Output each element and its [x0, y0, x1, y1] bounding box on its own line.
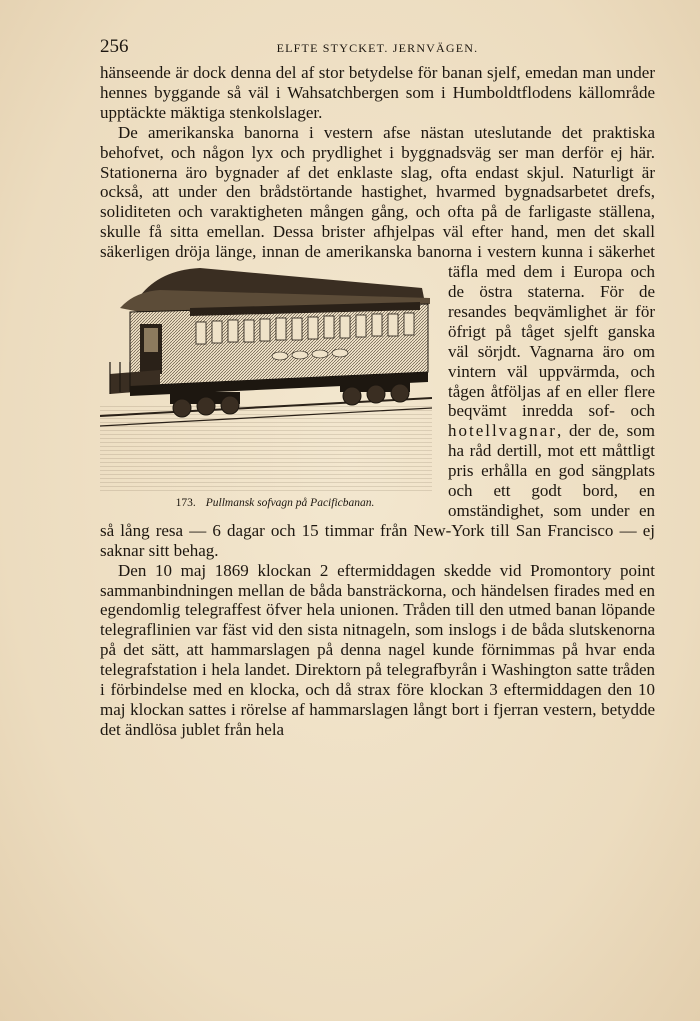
- paragraph-2: [100, 123, 655, 561]
- figure-number: 173.: [175, 497, 196, 510]
- paragraph-2-spaced-word: hotellvagnar: [448, 421, 557, 441]
- paragraph-2-part-b: med dem i Europa och de östra staterna. För de resandes beqvämlighet är för öfrigt på tåget sjelft ganska väl sörjdt. Vagnarna äro om vintern väl uppvärmda, och tågen åtföljas af en eller flere beqvämt inredda sof- och: [448, 262, 655, 421]
- figure-caption-text: Pullmansk sofvagn på Pacificbanan.: [205, 497, 375, 510]
- pullman-sleeping-car-illustration: [100, 266, 432, 492]
- paragraph-2-part-a: De amerikanska banorna i vestern afse nästan uteslutande det praktiska behofvet, och någon lyx och prydlighet i byggnadsväg ser man derför ej här. Stationerna äro bygnader af det enklaste slag, ofta endast skjul. Naturligt är också, att under den brådstörtande hastighet, hvarmed bygnadsarbetet drefs, soliditeten och varaktigheten mången gång, och ofta på de farligaste ställena, skulle få sitta emellan. Dessa brister afhjelpas väl efter hand, men det skall säkerligen dröja länge, innan de amerikanska banorna i vestern kunna i säkerhet täfla: [100, 122, 655, 282]
- paragraph-1: hänseende är dock denna del af stor betydelse för banan sjelf, emedan man under hennes byggande så väl i Wahsatchbergen som i Humboldtflodens källområde upptäckte mäktiga stenkolslager.: [100, 63, 655, 122]
- chapter-title: ELFTE STYCKET. JERNVÄGEN.: [276, 41, 479, 55]
- figure-caption: [100, 494, 432, 514]
- page-number: 256: [100, 36, 129, 57]
- running-head: [100, 36, 655, 58]
- figure-pullman-car: [100, 266, 432, 514]
- paragraph-2-part-c: , der de, som ha råd dertill, mot ett måttligt pris erhålla en god sängplats och ett godt bord, en omständighet, som under en så lång resa — 6 dagar och 15 timmar från New-York till San Francisco — ej saknar sitt behag.: [100, 421, 655, 560]
- paragraph-3: Den 10 maj 1869 klockan 2 eftermiddagen skedde vid Promontory point sammanbindningen mellan de båda bansträckorna, och händelsen firades med en egendomlig telegraffest öfver hela unionen. Tråden till den utmed banan löpande telegraflinien var fäst vid den sista nitnageln, som inslogs i de båda slutskenorna på det sätt, att hammarslagen på denna nagel kunde förnimmas på hvar enda telegrafstation i hela landet. Direktorn på telegrafbyrån i Washington satte tråden i förbindelse med en klocka, och då strax före klockan 3 eftermiddagen den 10 maj klockan sattes i rörelse af hammarslagen långt bort i fjerran vestern, betydde det ändlösa jublet från hela: [100, 560, 655, 739]
- body-text: [100, 63, 655, 740]
